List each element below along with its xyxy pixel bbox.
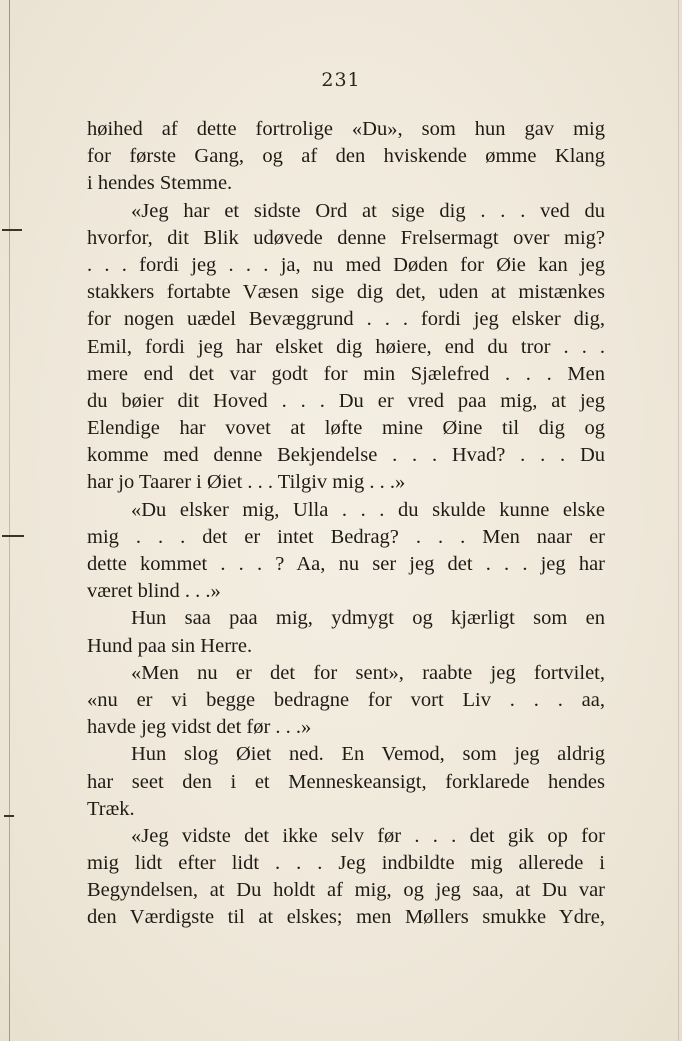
text-line: komme med denne Bekjendelse . . . Hvad? . . . Du [87,444,605,467]
text-line: Hun saa paa mig, ydmygt og kjærligt som en [131,607,605,630]
text-line: du bøier dit Hoved . . . Du er vred paa mig, at jeg [87,389,605,412]
text-line: har jo Taarer i Øiet . . . Tilgiv mig . . .» [87,471,406,494]
text-line: for første Gang, og af den hviskende ømme Klang [87,145,605,168]
margin-mark [2,229,22,231]
text-line: har seet den i et Menneskeansigt, forklarede hendes [87,770,605,793]
body-text [87,116,605,932]
page-gutter-edge [9,0,10,1041]
text-line: Hund paa sin Herre. [87,634,253,657]
text-line: dette kommet . . . ? Aa, nu ser jeg det . . . jeg har [87,553,605,575]
text-line: været blind . . .» [87,580,221,603]
text-line: mere end det var godt for min Sjælefred . . . Men [87,362,605,385]
page-right-edge [678,0,679,1041]
text-line: «Jeg vidste det ikke selv før . . . det gik op for [131,824,605,847]
text-line: stakkers fortabte Væsen sige dig det, uden at mistænkes [87,281,605,304]
text-line: Emil, fordi jeg har elsket dig høiere, end du tror . . . [87,335,605,358]
text-line: hvorfor, dit Blik udøvede denne Frelsermagt over mig? [87,226,605,249]
text-line: Begyndelsen, at Du holdt af mig, og jeg saa, at Du var [87,879,605,902]
text-line: «Jeg har et sidste Ord at sige dig . . . ved du [131,199,605,222]
text-line: Hun slog Øiet ned. En Vemod, som jeg aldrig [131,743,605,766]
text-line: havde jeg vidst det før . . .» [87,716,312,739]
text-line: mig lidt efter lidt . . . Jeg indbildte mig allerede i [87,852,605,875]
text-line: den Værdigste til at elskes; men Møllers smukke Ydre, [87,906,605,929]
text-line: i hendes Stemme. [87,172,233,195]
text-line: Elendige har vovet at løfte mine Øine til dig og [87,417,605,440]
text-line: «Men nu er det for sent», raabte jeg fortvilet, [131,661,605,684]
margin-mark [4,815,14,817]
text-line: for nogen uædel Bevæggrund . . . fordi jeg elsker dig, [87,308,605,331]
text-line: «nu er vi begge bedragne for vort Liv . . . aa, [87,688,605,711]
text-line: høihed af dette fortrolige «Du», som hun gav mig [87,118,605,140]
text-line: Træk. [87,797,135,820]
text-line: mig . . . det er intet Bedrag? . . . Men naar er [87,525,605,548]
margin-mark [2,535,24,537]
text-line: «Du elsker mig, Ulla . . . du skulde kunne elske [131,498,605,521]
text-line: . . . fordi jeg . . . ja, nu med Døden for Øie kan jeg [87,253,605,276]
page-number: 231 [321,69,361,91]
